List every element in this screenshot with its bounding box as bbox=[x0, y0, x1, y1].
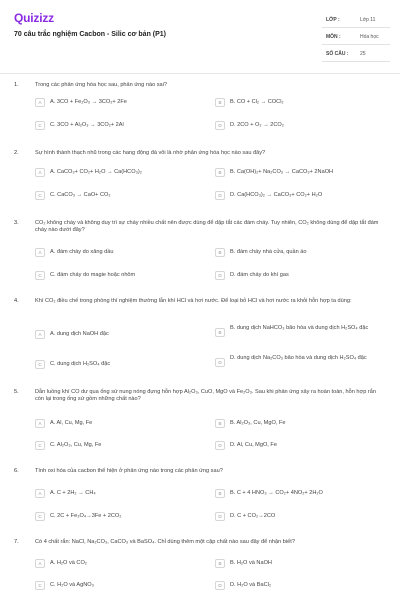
option-text: A. H₂O và CO₂ bbox=[50, 560, 87, 566]
option-letter: A bbox=[35, 168, 45, 177]
option-text: C. 3CO + Al₂O₃ → 3CO₂+ 2Al bbox=[50, 122, 124, 128]
question-number: 1. bbox=[14, 82, 19, 88]
option-text: C. Al₂O₃, Cu, Mg, Fe bbox=[50, 442, 102, 448]
question-text: Khí CO₂ điều chế trong phòng thí nghiệm thường lẫn khí HCl và hơi nước. Để loại bỏ HCl và hơi nước ra khỏi hỗn hợp ta dùng: bbox=[35, 298, 352, 304]
option-d[interactable] bbox=[215, 120, 385, 132]
option-letter: D bbox=[215, 271, 225, 280]
meta-label: MÔN : bbox=[326, 34, 341, 40]
option-text: D. dung dịch Na₂CO₃ bão hòa và dung dịch H₂SO₄ đặc bbox=[230, 355, 367, 361]
option-letter: B bbox=[215, 328, 225, 337]
option-b[interactable] bbox=[215, 247, 385, 259]
option-a[interactable] bbox=[35, 247, 205, 259]
option-c[interactable] bbox=[35, 190, 205, 202]
option-text: C. 2C + Fe₃O₄→3Fe + 2CO₂ bbox=[50, 513, 122, 519]
option-text: A. 3CO + Fe₂O₃ → 3CO₂+ 2Fe bbox=[50, 99, 127, 105]
option-letter: D bbox=[215, 121, 225, 130]
option-text: B. dung dịch NaHCO₃ bão hòa và dung dịch H₂SO₄ đặc bbox=[230, 325, 369, 331]
option-b[interactable] bbox=[215, 558, 385, 570]
option-d[interactable] bbox=[215, 440, 385, 452]
meta-value: 25 bbox=[360, 51, 366, 57]
option-c[interactable] bbox=[35, 511, 205, 523]
meta-label: SỐ CÂU : bbox=[326, 51, 349, 57]
option-a[interactable] bbox=[35, 488, 205, 500]
option-b[interactable] bbox=[215, 325, 385, 342]
option-letter: C bbox=[35, 441, 45, 450]
question-text: Có 4 chất rắn: NaCl, Na₂CO₃, CaCO₃ và BaSO₄. Chỉ dùng thêm một cặp chất nào sau đây để nhận biết? bbox=[35, 539, 295, 545]
meta-row-subject bbox=[322, 29, 390, 45]
option-text: A. dung dịch NaOH đặc bbox=[50, 331, 109, 337]
option-text: A. Al, Cu, Mg, Fe bbox=[50, 420, 93, 426]
worksheet-header bbox=[0, 0, 400, 74]
option-letter: C bbox=[35, 271, 45, 280]
option-letter: D bbox=[215, 581, 225, 590]
option-d[interactable] bbox=[215, 190, 385, 202]
meta-value: Lớp 11 bbox=[360, 17, 376, 23]
question-text: Sự hình thành thạch nhũ trong các hang động đá vôi là nhờ phản ứng hóa học nào sau đây? bbox=[35, 150, 266, 156]
option-letter: A bbox=[35, 489, 45, 498]
meta-row-grade bbox=[322, 12, 390, 28]
question-number: 5. bbox=[14, 389, 19, 395]
option-text: B. H₂O và NaOH bbox=[230, 560, 272, 566]
option-b[interactable] bbox=[215, 488, 385, 500]
option-c[interactable] bbox=[35, 440, 205, 452]
option-text: A. C + 2H₂ → CH₄ bbox=[50, 490, 96, 496]
question-text: Tính oxi hóa của cacbon thể hiện ở phản ứng nào trong các phản ứng sau? bbox=[35, 468, 223, 474]
option-letter: C bbox=[35, 581, 45, 590]
option-text: A. CaCO₃+ CO₂+ H₂O → Ca(HCO₃)₂ bbox=[50, 169, 142, 175]
question-text: Trong các phản ứng hóa học sau, phản ứng nào sai? bbox=[35, 82, 167, 88]
option-text: B. C + 4 HNO₃ → CO₂+ 4NO₂+ 2H₂O bbox=[230, 490, 323, 496]
question-number: 2. bbox=[14, 150, 19, 156]
option-text: D. Ca(HCO₃)₂ → CaCO₃+ CO₂+ H₂O bbox=[230, 192, 323, 198]
option-letter: A bbox=[35, 330, 45, 339]
option-text: C. H₂O và AgNO₃ bbox=[50, 582, 94, 588]
option-letter: B bbox=[215, 168, 225, 177]
option-letter: C bbox=[35, 512, 45, 521]
option-letter: A bbox=[35, 98, 45, 107]
option-text: D. H₂O và BaCl₂ bbox=[230, 582, 272, 588]
option-letter: C bbox=[35, 121, 45, 130]
worksheet-title: 70 câu trắc nghiệm Cacbon - Silic cơ bản (P1) bbox=[14, 31, 167, 38]
question-text: Dẫn luồng khí CO dư qua ống sứ nung nóng đựng hỗn hợp Al₂O₃, CuO, MgO và Fe₂O₃. Sau khi phản ứng xảy ra hoàn toàn, hỗn hợp rắn còn lại trong ống sứ gồm những chất nào? bbox=[35, 389, 376, 402]
question-number: 7. bbox=[14, 539, 19, 545]
option-letter: D bbox=[215, 191, 225, 200]
option-a[interactable] bbox=[35, 167, 205, 179]
option-a[interactable] bbox=[35, 97, 205, 109]
option-letter: C bbox=[35, 191, 45, 200]
option-text: D. C + CO₂→2CO bbox=[230, 513, 276, 519]
question-number: 6. bbox=[14, 468, 19, 474]
option-a[interactable] bbox=[35, 558, 205, 570]
option-text: A. đám cháy do xăng dầu bbox=[50, 249, 114, 255]
option-text: C. CaCO₃ → CaO+ CO₂ bbox=[50, 192, 111, 198]
option-text: B. CO + Cl₂ → COCl₂ bbox=[230, 99, 284, 105]
option-letter: B bbox=[215, 419, 225, 428]
option-letter: B bbox=[215, 489, 225, 498]
meta-row-count bbox=[322, 46, 390, 62]
option-c[interactable] bbox=[35, 120, 205, 132]
option-c[interactable] bbox=[35, 359, 205, 371]
option-text: B. Al₂O₃, Cu, MgO, Fe bbox=[230, 420, 286, 426]
question-number: 4. bbox=[14, 298, 19, 304]
option-letter: D bbox=[215, 441, 225, 450]
question-text: CO₂ không cháy và không duy trì sự cháy nhiều chất nên được dùng để dập tắt các đám cháy. Tuy nhiên, CO₂ không dùng để dập tắt đám cháy nào dưới đây? bbox=[35, 220, 379, 233]
option-d[interactable] bbox=[215, 355, 385, 372]
option-text: D. 2CO + O₂ → 2CO₂ bbox=[230, 122, 284, 128]
option-text: C. đám cháy do magie hoặc nhôm bbox=[50, 272, 136, 278]
option-letter: A bbox=[35, 248, 45, 257]
option-letter: D bbox=[215, 358, 225, 367]
question-number: 3. bbox=[14, 220, 19, 226]
option-letter: B bbox=[215, 559, 225, 568]
option-c[interactable] bbox=[35, 580, 205, 592]
option-b[interactable] bbox=[215, 418, 385, 430]
option-letter: C bbox=[35, 360, 45, 369]
option-b[interactable] bbox=[215, 167, 385, 179]
option-letter: B bbox=[215, 248, 225, 257]
option-letter: A bbox=[35, 559, 45, 568]
option-text: D. Al, Cu, MgO, Fe bbox=[230, 442, 277, 448]
option-b[interactable] bbox=[215, 97, 385, 109]
option-a[interactable] bbox=[35, 418, 205, 430]
meta-label: LỚP : bbox=[326, 17, 340, 23]
option-text: D. đám cháy do khí gas bbox=[230, 272, 289, 278]
option-letter: B bbox=[215, 98, 225, 107]
option-letter: A bbox=[35, 419, 45, 428]
option-d[interactable] bbox=[215, 511, 385, 523]
option-text: B. đám cháy nhà cửa, quần áo bbox=[230, 249, 307, 255]
option-d[interactable] bbox=[215, 270, 385, 282]
option-a[interactable] bbox=[35, 329, 205, 341]
option-c[interactable] bbox=[35, 270, 205, 282]
option-d[interactable] bbox=[215, 580, 385, 592]
meta-value: Hóa học bbox=[360, 34, 379, 40]
quizizz-logo: Quizizz bbox=[14, 11, 54, 25]
option-text: B. Ca(OH)₂+ Na₂CO₃ → CaCO₃+ 2NaOH bbox=[230, 169, 334, 175]
option-letter: D bbox=[215, 512, 225, 521]
option-text: C. dung dịch H₂SO₄ đặc bbox=[50, 361, 111, 367]
